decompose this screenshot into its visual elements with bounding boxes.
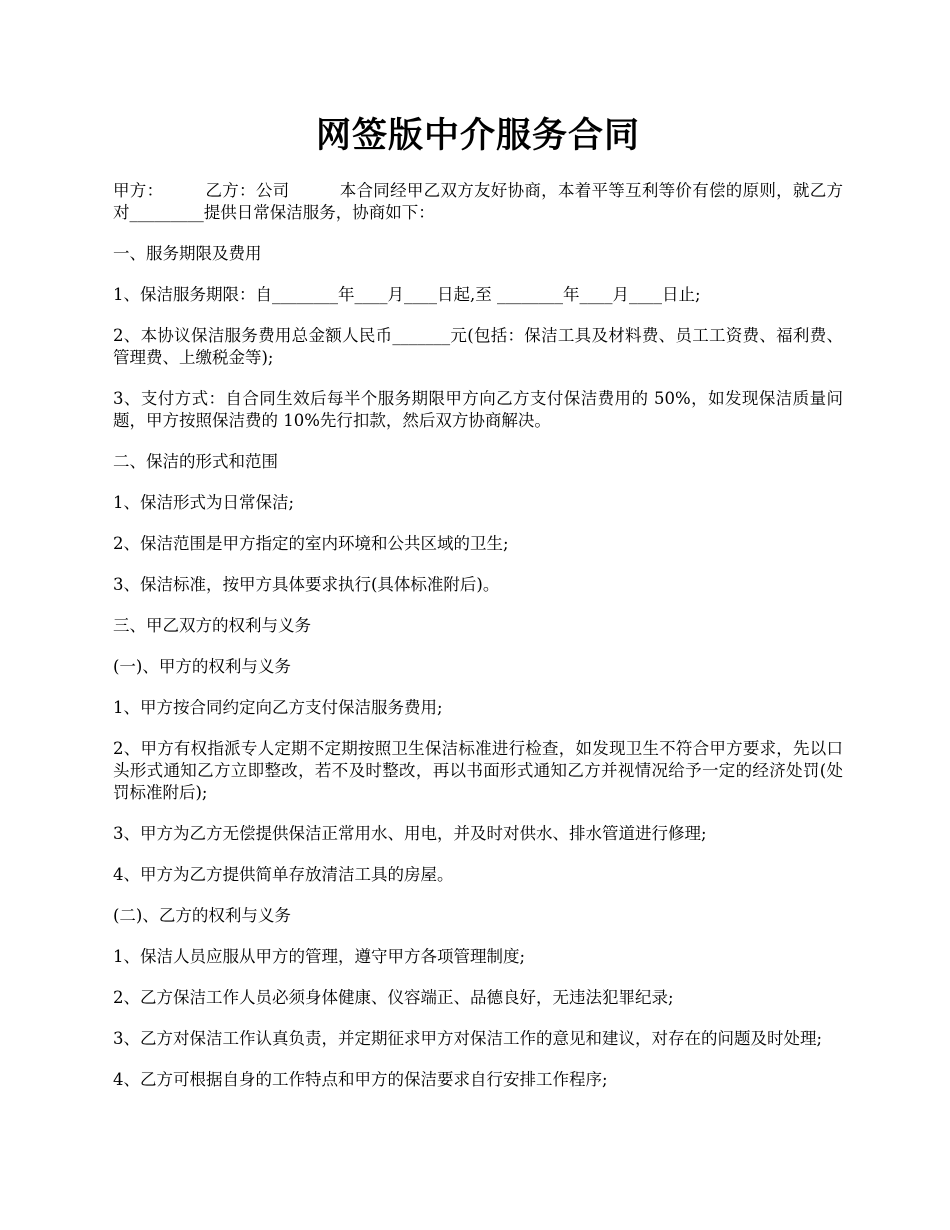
document-title: 网签版中介服务合同 (315, 115, 640, 156)
clause-paragraph: 4、乙方可根据自身的工作特点和甲方的保洁要求自行安排工作程序; (113, 1070, 608, 1089)
clause-paragraph: 3、乙方对保洁工作认真负责，并定期征求甲方对保洁工作的意见和建议，对存在的问题及时处理; (113, 1029, 823, 1048)
clause-paragraph: 2、乙方保洁工作人员必须身体健康、仪容端正、品德良好，无违法犯罪纪录; (113, 988, 674, 1007)
document-body (113, 180, 843, 1110)
section-heading-3: 三、甲乙双方的权利与义务 (113, 616, 311, 635)
clause-paragraph: 2、甲方有权指派专人定期不定期按照卫生保洁标准进行检查，如发现卫生不符合甲方要求，先以口头形式通知乙方立即整改，若不及时整改，再以书面形式通知乙方并视情况给予一定的经济处罚(处罚标准附后); (113, 739, 843, 802)
clause-paragraph: 2、保洁范围是甲方指定的室内环境和公共区域的卫生; (113, 534, 509, 553)
clause-paragraph: 4、甲方为乙方提供简单存放清洁工具的房屋。 (113, 865, 454, 884)
subsection-heading-b: (二)、乙方的权利与义务 (113, 906, 291, 925)
clause-paragraph: 1、保洁人员应服从甲方的管理，遵守甲方各项管理制度; (113, 947, 526, 966)
clause-paragraph: 2、本协议保洁服务费用总金额人民币_______元(包括：保洁工具及材料费、员工工资费、福利费、管理费、上缴税金等); (113, 326, 843, 367)
subsection-heading-a: (一)、甲方的权利与义务 (113, 657, 291, 676)
section-heading-1: 一、服务期限及费用 (113, 244, 262, 263)
clause-paragraph: 3、保洁标准，按甲方具体要求执行(具体标准附后)。 (113, 575, 500, 594)
clause-paragraph: 3、甲方为乙方无偿提供保洁正常用水、用电，并及时对供水、排水管道进行修理; (113, 824, 707, 843)
clause-paragraph: 1、甲方按合同约定向乙方支付保洁服务费用; (113, 698, 443, 717)
clause-paragraph: 3、支付方式：自合同生效后每半个服务期限甲方向乙方支付保洁费用的 50%，如发现保洁质量问题，甲方按照保洁费的 10%先行扣款，然后双方协商解决。 (113, 389, 843, 430)
intro-paragraph: 甲方： 乙方：公司 本合同经甲乙双方友好协商，本着平等互利等价有偿的原则，就乙方对_________提供日常保洁服务，协商如下： (113, 181, 843, 222)
clause-paragraph: 1、保洁服务期限：自________年____月____日起,至 ________年____月____日止; (113, 285, 701, 304)
section-heading-2: 二、保洁的形式和范围 (113, 452, 278, 471)
clause-paragraph: 1、保洁形式为日常保洁; (113, 493, 295, 512)
